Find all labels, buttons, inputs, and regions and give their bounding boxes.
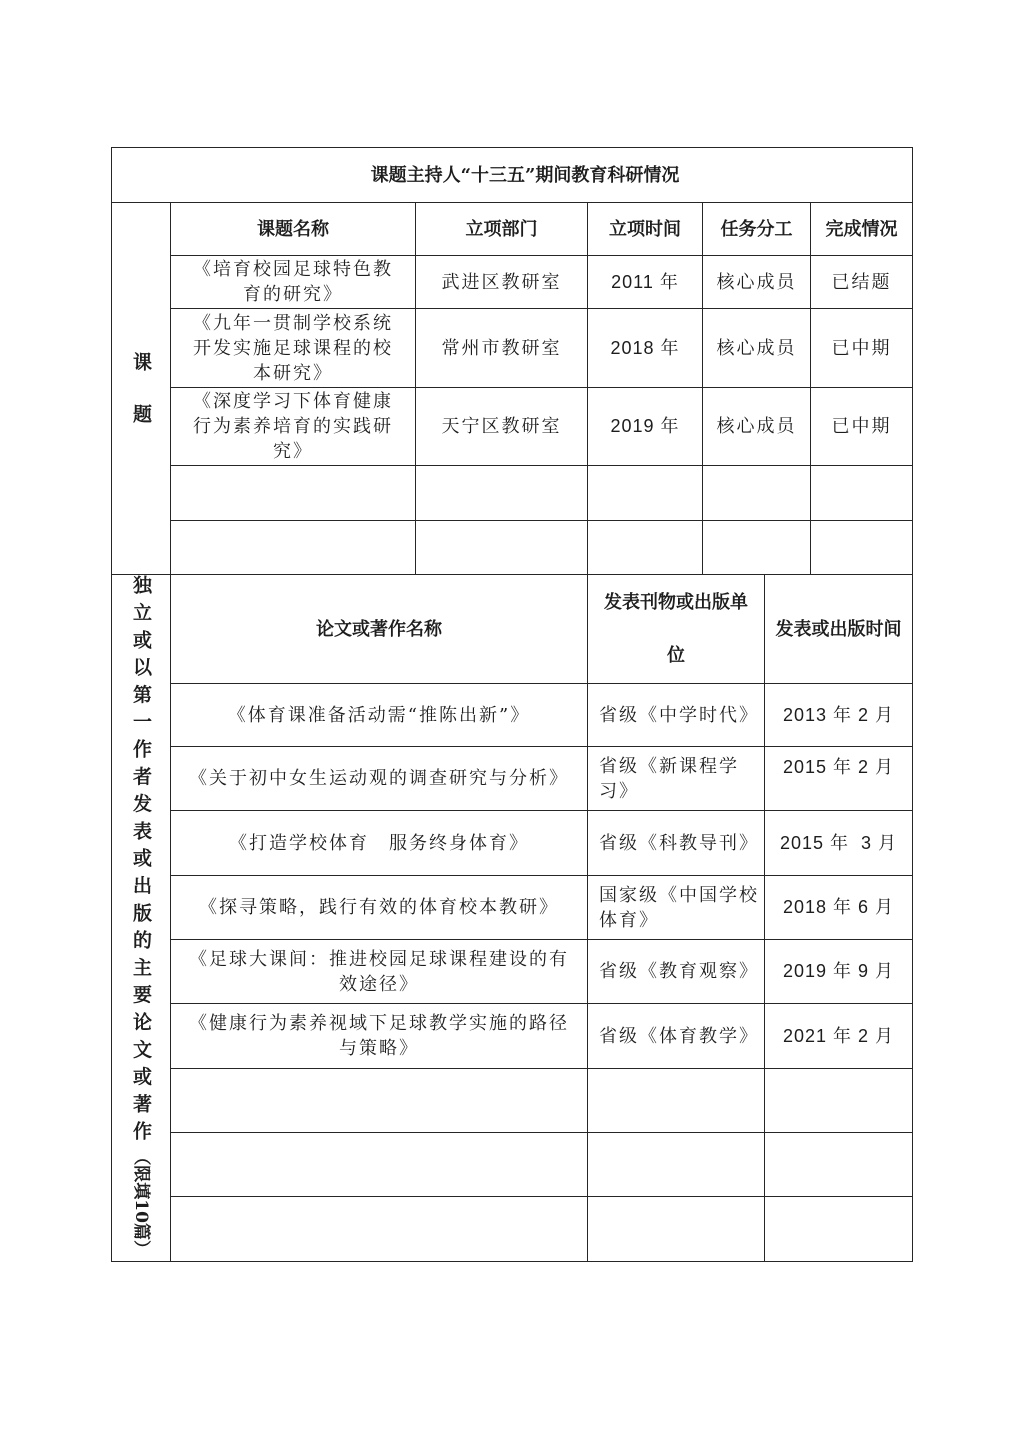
paper-publication: 国家级《中国学校体育》 (588, 876, 765, 940)
project-department: 天宁区教研室 (416, 388, 588, 466)
project-row (112, 388, 913, 466)
project-name: 《培育校园足球特色教育的研究》 (171, 256, 416, 309)
empty-cell (703, 466, 811, 521)
paper-title: 《体育课准备活动需“推陈出新”》 (171, 684, 588, 747)
project-row-empty (112, 521, 913, 575)
empty-cell (171, 1133, 588, 1197)
empty-cell (703, 521, 811, 575)
project-status: 已中期 (811, 388, 913, 466)
project-role: 核心成员 (703, 256, 811, 309)
projects-header-name: 课题名称 (171, 203, 416, 256)
paper-date: 2015 年 3 月 (765, 811, 913, 876)
papers-header-row (112, 575, 913, 684)
paper-date: 2021 年 2 月 (765, 1004, 913, 1069)
paper-title: 《打造学校体育 服务终身体育》 (171, 811, 588, 876)
paper-row (112, 811, 913, 876)
paper-date: 2015 年 2 月 (765, 747, 913, 811)
empty-cell (416, 466, 588, 521)
empty-cell (588, 1133, 765, 1197)
projects-header-department: 立项部门 (416, 203, 588, 256)
project-row (112, 256, 913, 309)
papers-header-title: 论文或著作名称 (171, 575, 588, 684)
paper-publication: 省级《中学时代》 (588, 684, 765, 747)
project-name: 《九年一贯制学校系统开发实施足球课程的校本研究》 (171, 309, 416, 388)
paper-row (112, 940, 913, 1004)
projects-header-time: 立项时间 (588, 203, 703, 256)
form-title: 课题主持人“十三五”期间教育科研情况 (112, 148, 913, 203)
papers-side-label-note: （限填10篇） (131, 1148, 151, 1257)
empty-cell (588, 466, 703, 521)
empty-cell (811, 521, 913, 575)
projects-header-row (112, 203, 913, 256)
project-department: 常州市教研室 (416, 309, 588, 388)
empty-cell (765, 1133, 913, 1197)
projects-side-cell (112, 203, 171, 575)
empty-cell (171, 521, 416, 575)
paper-row-empty (112, 1133, 913, 1197)
project-name: 《深度学习下体育健康行为素养培育的实践研究》 (171, 388, 416, 466)
research-table (111, 147, 913, 1262)
paper-row-empty (112, 1197, 913, 1262)
papers-side-label-text: 独立或以第一作者发表或出版的主要论文或著作 (130, 575, 152, 1149)
research-form (111, 147, 912, 1261)
papers-side-label (112, 575, 171, 1257)
empty-cell (811, 466, 913, 521)
paper-title: 《探寻策略，践行有效的体育校本教研》 (171, 876, 588, 940)
paper-date: 2019 年 9 月 (765, 940, 913, 1004)
project-status: 已结题 (811, 256, 913, 309)
empty-cell (588, 1197, 765, 1262)
project-role: 核心成员 (703, 388, 811, 466)
projects-header-status: 完成情况 (811, 203, 913, 256)
empty-cell (588, 521, 703, 575)
empty-cell (765, 1069, 913, 1133)
paper-row (112, 747, 913, 811)
empty-cell (171, 1197, 588, 1262)
paper-publication: 省级《新课程学习》 (588, 747, 765, 811)
paper-row-empty (112, 1069, 913, 1133)
paper-row (112, 876, 913, 940)
projects-side-label: 课题 (130, 352, 152, 456)
papers-side-cell (112, 575, 171, 1262)
project-time: 2019 年 (588, 388, 703, 466)
title-row (112, 148, 913, 203)
paper-publication: 省级《科教导刊》 (588, 811, 765, 876)
papers-header-publication: 发表刊物或出版单位 (588, 575, 765, 684)
paper-date: 2013 年 2 月 (765, 684, 913, 747)
paper-publication: 省级《体育教学》 (588, 1004, 765, 1069)
paper-title: 《健康行为素养视域下足球教学实施的路径与策略》 (171, 1004, 588, 1069)
empty-cell (171, 1069, 588, 1133)
project-row-empty (112, 466, 913, 521)
paper-row (112, 1004, 913, 1069)
project-status: 已中期 (811, 309, 913, 388)
paper-row (112, 684, 913, 747)
empty-cell (765, 1197, 913, 1262)
paper-title: 《关于初中女生运动观的调查研究与分析》 (171, 747, 588, 811)
paper-title: 《足球大课间：推进校园足球课程建设的有效途径》 (171, 940, 588, 1004)
empty-cell (588, 1069, 765, 1133)
papers-header-date: 发表或出版时间 (765, 575, 913, 684)
project-time: 2018 年 (588, 309, 703, 388)
project-department: 武进区教研室 (416, 256, 588, 309)
paper-date: 2018 年 6 月 (765, 876, 913, 940)
empty-cell (416, 521, 588, 575)
project-time: 2011 年 (588, 256, 703, 309)
project-row (112, 309, 913, 388)
empty-cell (171, 466, 416, 521)
project-role: 核心成员 (703, 309, 811, 388)
projects-header-role: 任务分工 (703, 203, 811, 256)
paper-publication: 省级《教育观察》 (588, 940, 765, 1004)
